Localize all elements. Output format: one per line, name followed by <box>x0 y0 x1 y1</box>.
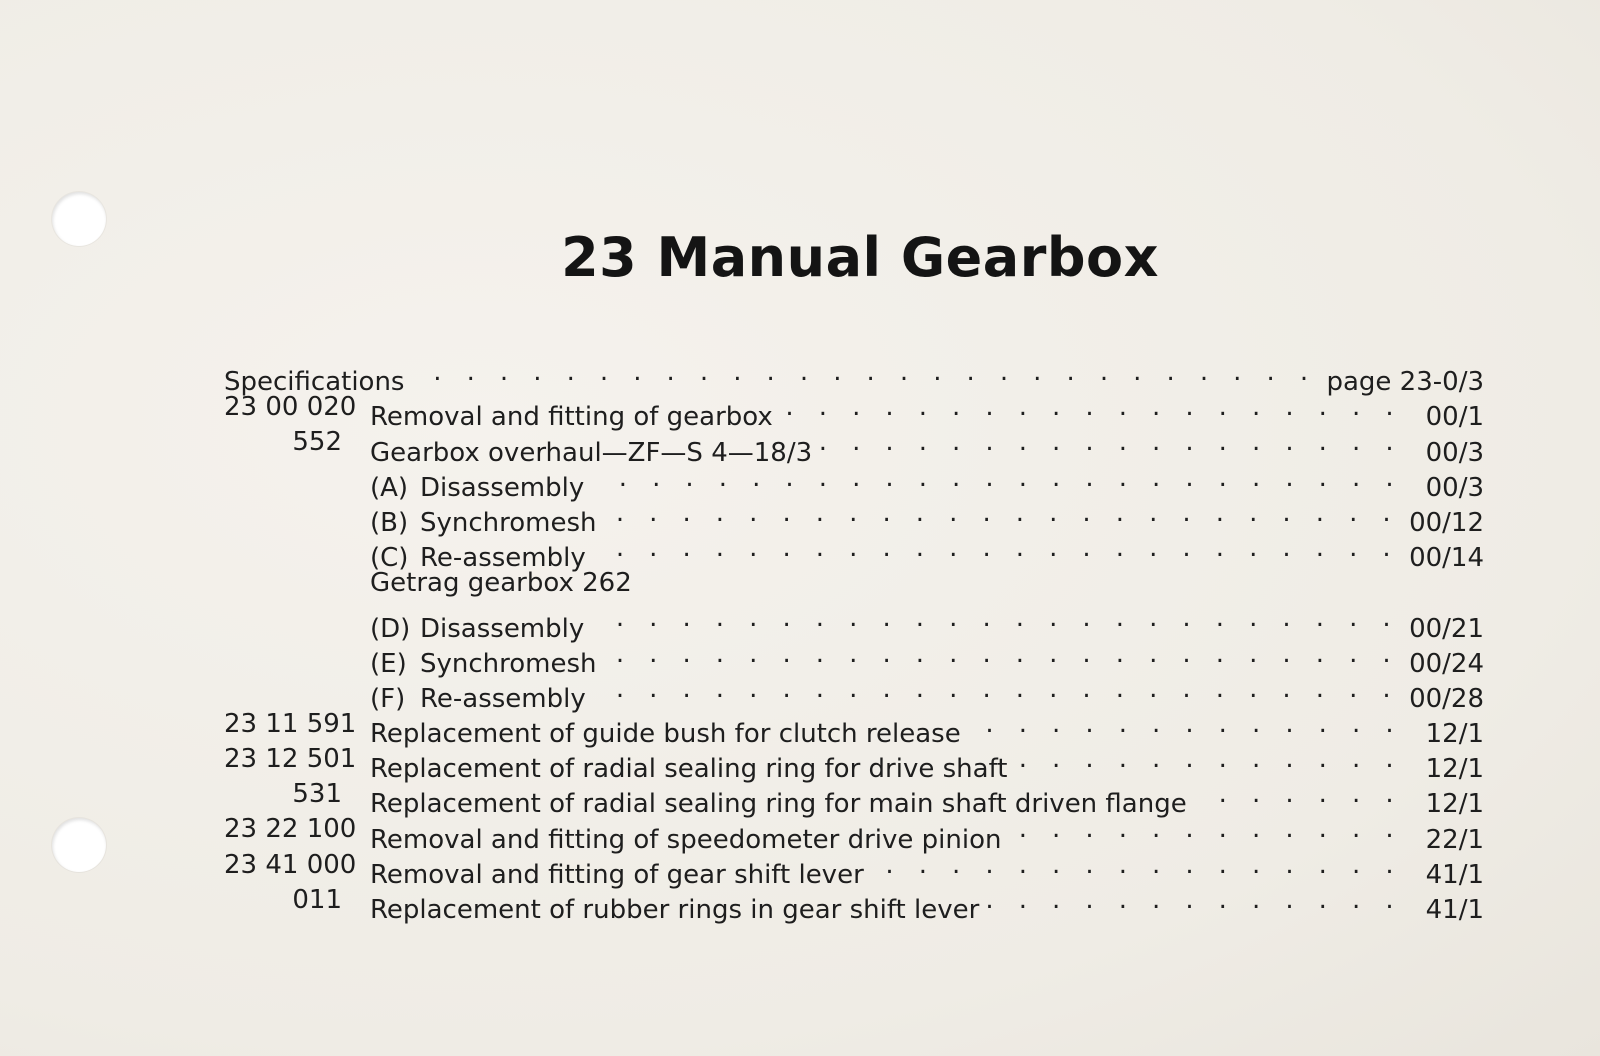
toc-sub-letter: (D) <box>370 613 411 644</box>
toc-page-ref: 00/28 <box>1409 683 1484 714</box>
toc-label: Disassembly <box>420 613 585 644</box>
toc-sub-letter: (C) <box>370 543 409 574</box>
toc-label: Re-assembly <box>420 683 586 714</box>
toc-page-ref: 00/3 <box>1425 437 1484 468</box>
toc-label: Removal and fitting of gear shift lever <box>370 859 864 890</box>
toc-row-specifications <box>224 355 1484 398</box>
toc-row <box>224 601 1484 644</box>
toc-label: Removal and fitting of speedometer drive pinion <box>370 824 1002 855</box>
toc-row <box>224 883 1484 925</box>
dot-leader <box>987 883 1402 918</box>
dot-leader <box>1015 742 1402 777</box>
dot-leader <box>820 425 1402 460</box>
toc-label: Replacement of radial sealing ring for main shaft driven flange <box>370 789 1187 820</box>
toc-sub-letter: (F) <box>370 683 406 714</box>
toc-page-ref: 00/21 <box>1409 613 1484 644</box>
toc-page-ref: 12/1 <box>1425 754 1484 785</box>
dot-leader <box>781 390 1402 425</box>
toc-sub-letter: (E) <box>370 648 407 679</box>
dot-leader <box>594 672 1399 707</box>
toc-row <box>224 777 1484 820</box>
toc-page-ref: 00/24 <box>1409 648 1484 679</box>
toc-code: 011 <box>292 884 342 915</box>
toc-page-ref: 41/1 <box>1425 895 1484 925</box>
toc-row <box>224 848 1484 890</box>
toc-page-ref: 00/14 <box>1409 543 1484 574</box>
dot-leader <box>1009 812 1402 847</box>
dot-leader <box>605 637 1400 672</box>
toc-code: 23 11 591 <box>224 708 357 739</box>
page-title: 23 Manual Gearbox <box>561 226 1159 289</box>
punch-hole-bottom <box>52 818 106 872</box>
toc-page-ref: 41/1 <box>1425 859 1484 890</box>
toc-code: 23 00 020 <box>224 392 357 423</box>
toc-sub-letter: (B) <box>370 507 409 538</box>
toc-label: Removal and fitting of gearbox <box>370 402 773 433</box>
toc-row <box>224 425 1484 468</box>
toc-label: Replacement of rubber rings in gear shift lever <box>370 895 980 925</box>
toc-row <box>224 707 1484 750</box>
toc-label: Getrag gearbox 262 <box>370 568 632 599</box>
dot-leader <box>412 355 1316 390</box>
toc-row <box>224 531 1484 574</box>
dot-leader <box>1195 777 1402 812</box>
toc-row <box>224 637 1484 679</box>
toc-label: Specifications <box>224 367 405 398</box>
toc-page-ref: 22/1 <box>1425 824 1484 855</box>
toc-page-ref: 00/3 <box>1425 472 1484 503</box>
toc-page-ref: page 23-0/3 <box>1326 367 1484 398</box>
toc-row <box>224 390 1484 433</box>
dot-leader <box>605 496 1400 531</box>
toc-row <box>224 672 1484 714</box>
toc-label: Gearbox overhaul—ZF—S 4—18/3 <box>370 437 813 468</box>
toc-label: Synchromesh <box>420 507 597 538</box>
toc-code: 552 <box>292 427 342 458</box>
toc-label: Replacement of radial sealing ring for drive shaft <box>370 754 1008 785</box>
toc-page-ref: 12/1 <box>1425 789 1484 820</box>
toc-page-ref: 12/1 <box>1425 719 1484 750</box>
toc-code: 23 41 000 <box>224 849 357 880</box>
toc-page-ref: 00/1 <box>1425 402 1484 433</box>
toc-row <box>224 812 1484 855</box>
toc-code: 23 22 100 <box>224 814 357 845</box>
toc-row <box>224 496 1484 538</box>
dot-leader <box>969 707 1402 742</box>
toc-page-ref: 00/12 <box>1409 507 1484 538</box>
dot-leader <box>592 601 1399 636</box>
dot-leader <box>594 531 1399 566</box>
toc-label: Replacement of guide bush for clutch release <box>370 719 961 750</box>
toc-row <box>224 461 1484 503</box>
dot-leader <box>872 848 1402 883</box>
toc-label: Disassembly <box>420 472 585 503</box>
toc-sub-letter: (A) <box>370 472 409 503</box>
toc-label: Re-assembly <box>420 543 586 574</box>
toc-label: Synchromesh <box>420 648 597 679</box>
table-of-contents <box>224 355 1484 925</box>
toc-row <box>224 742 1484 785</box>
dot-leader <box>592 461 1402 496</box>
toc-code: 531 <box>292 779 342 810</box>
toc-row-heading <box>224 566 1484 601</box>
toc-code: 23 12 501 <box>224 744 357 775</box>
